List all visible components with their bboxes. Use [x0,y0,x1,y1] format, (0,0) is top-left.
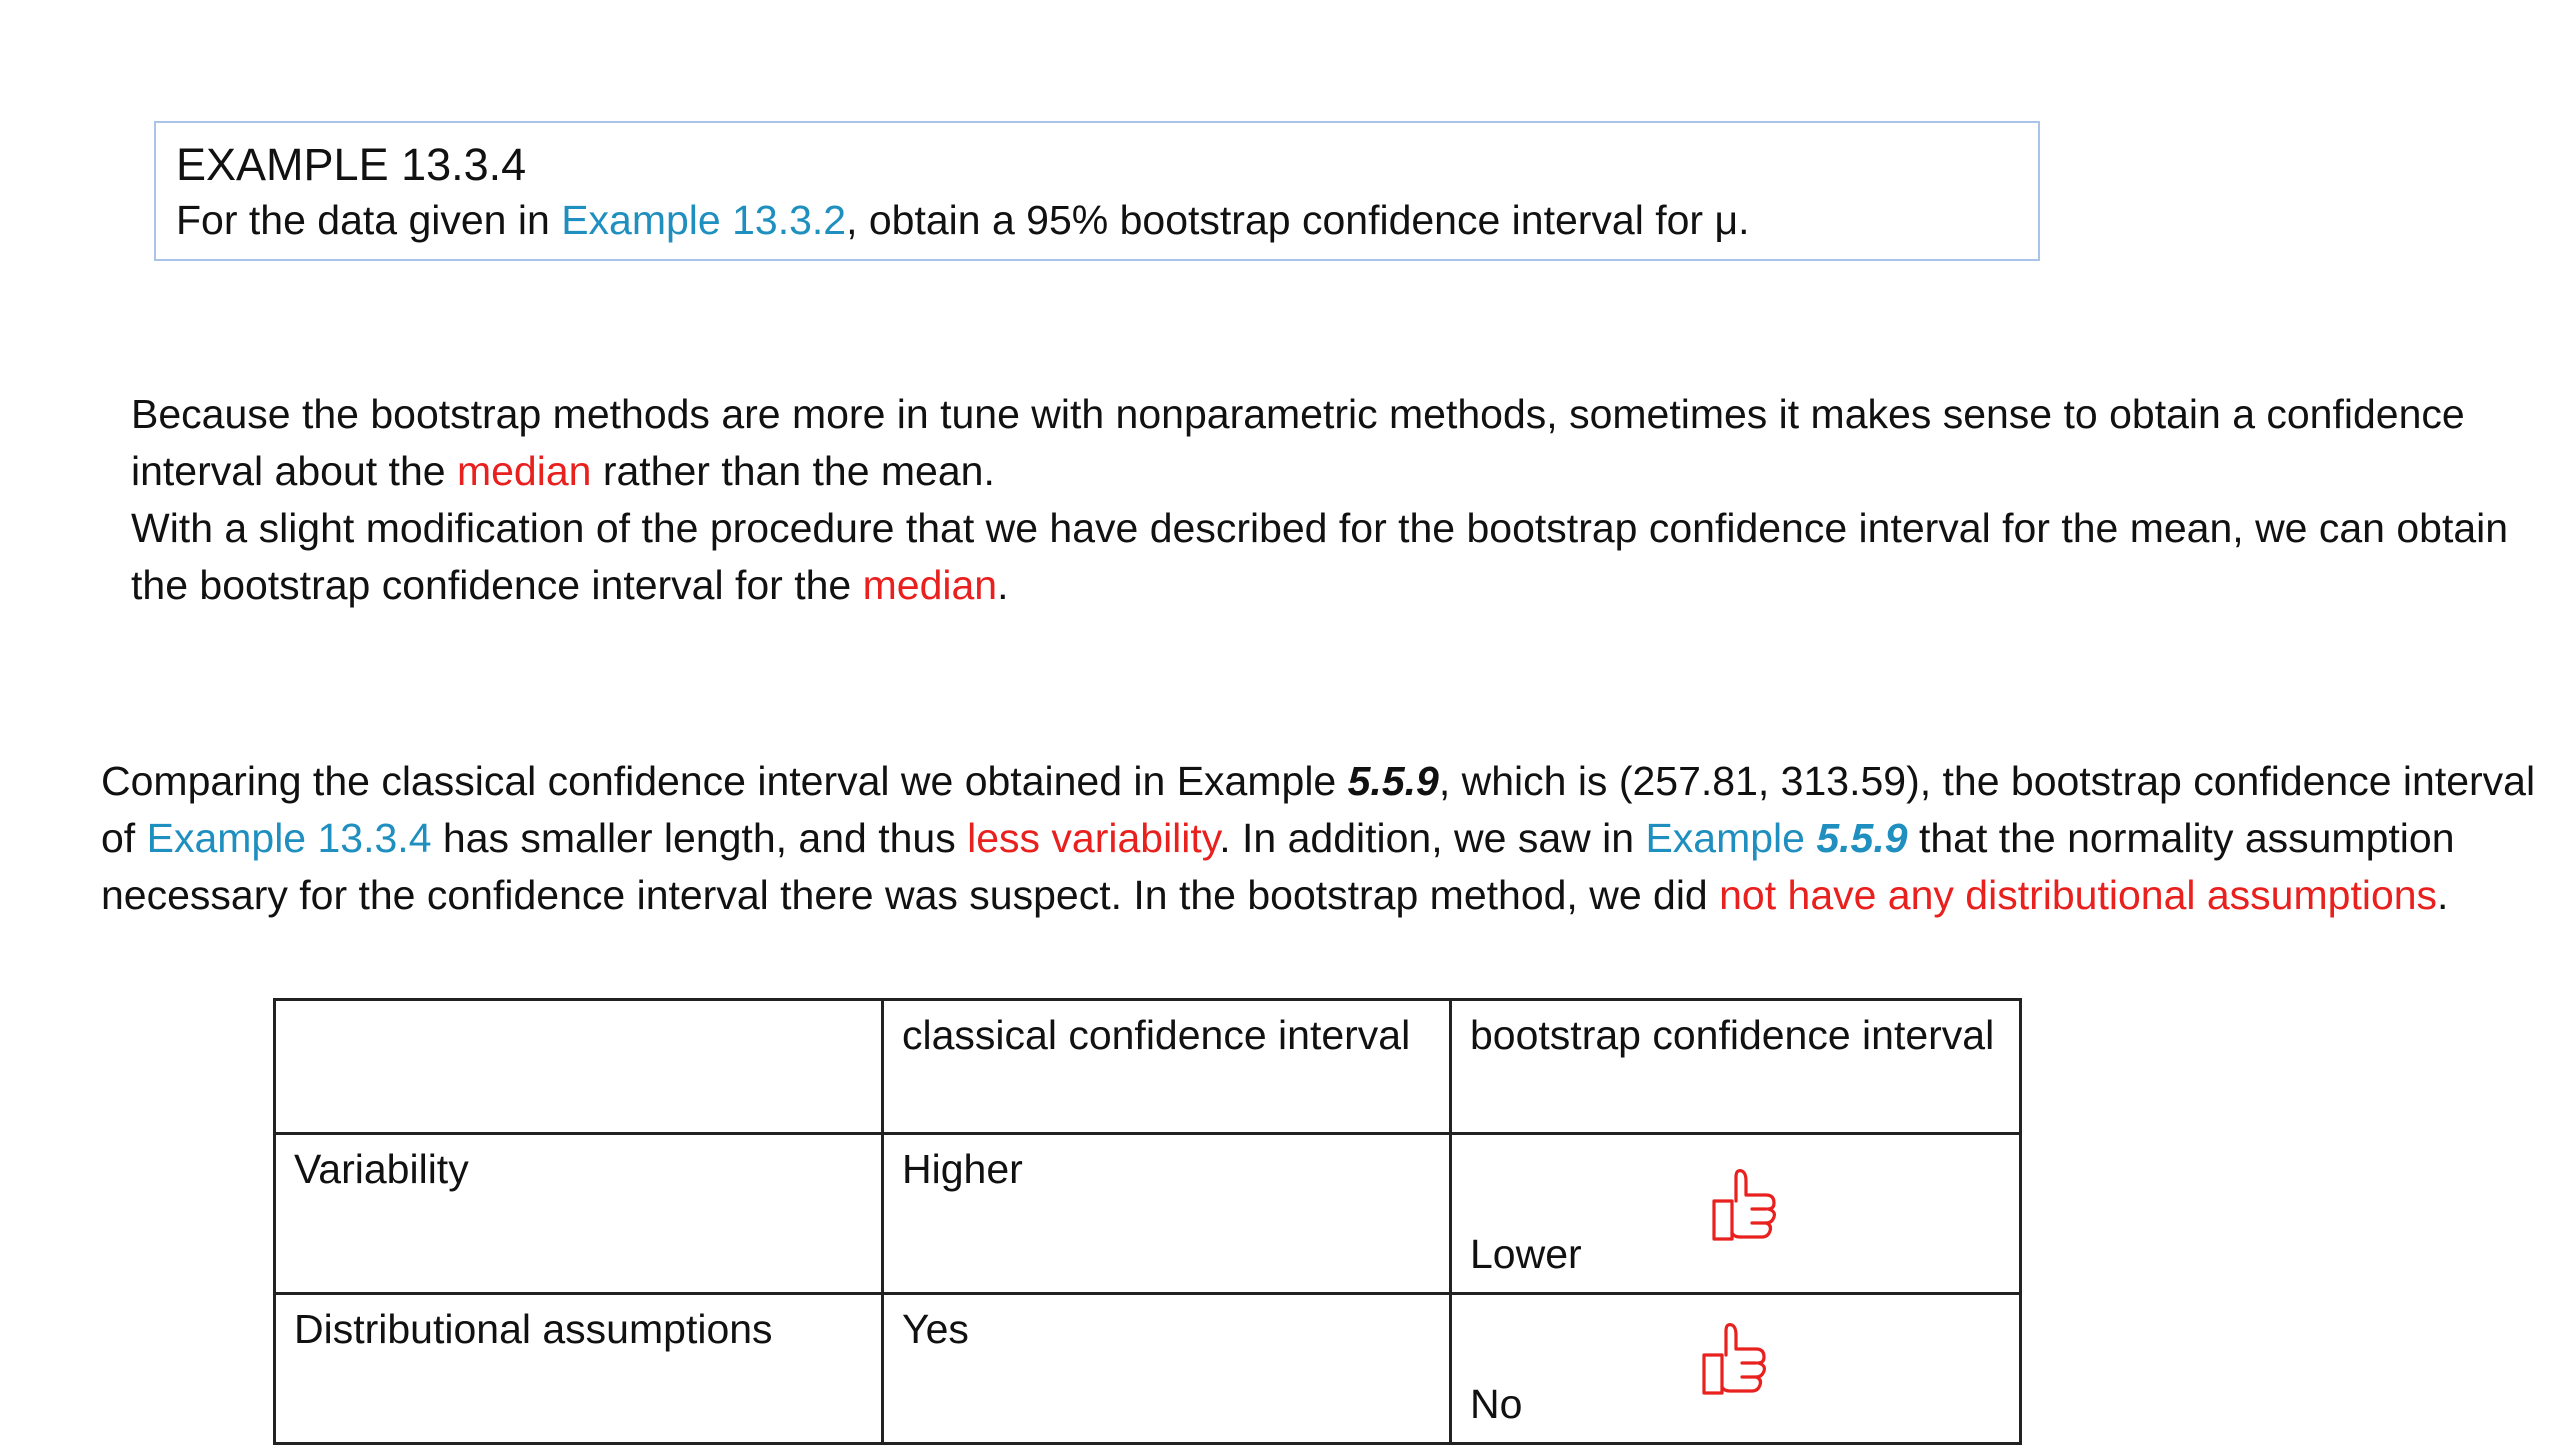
table-header-cell [275,1000,883,1134]
para2-text-4: . In addition, we saw in [1219,815,1646,861]
thumbs-up-icon [1708,1165,1780,1245]
table-row [275,1294,2021,1444]
para1-text-1: Because the bootstrap methods are more in tune with nonparametric methods, sometimes it makes sense to obtain a confidence interval about the [131,391,2465,494]
para2-example-number: 5.5.9 [1347,758,1439,804]
para2-highlight-no-assumptions: not have any distributional assumptions [1719,872,2438,918]
para1-text-4: . [997,562,1009,608]
classical-value: Higher [883,1134,1451,1294]
para2-text-5: that the normality assumption necessary for the confidence interval there was suspect. In the bootstrap method, we did [101,815,2455,918]
para1-highlight-median: median [456,448,592,494]
bootstrap-cell [1451,1294,2021,1444]
example-text-after: , obtain a 95% bootstrap confidence interval for μ. [846,197,1750,244]
para2-link-number: 5.5.9 [1816,815,1908,861]
example-title: EXAMPLE 13.3.4 [176,139,527,190]
paragraph-median [131,386,2511,614]
example-link[interactable]: Example 13.3.2 [561,197,847,244]
example-box [154,121,2040,261]
table-header-cell: classical confidence interval [883,1000,1451,1134]
table-header-cell: bootstrap confidence interval [1451,1000,2021,1134]
table-header-row [275,1000,2021,1134]
para2-text-1: Comparing the classical confidence interval we obtained in Example [101,758,1348,804]
row-label: Distributional assumptions [275,1294,883,1444]
para2-link-example-13-3-4[interactable]: Example 13.3.4 [146,815,432,861]
para2-link-text: Example [1645,815,1817,861]
para2-text-6: . [2437,872,2449,918]
paragraph-comparison [101,753,2551,924]
classical-value: Yes [883,1294,1451,1444]
bootstrap-value: No [1470,1381,1523,1427]
bootstrap-value: Lower [1470,1231,1582,1277]
example-statement [176,193,2018,248]
bootstrap-cell [1451,1134,2021,1294]
para2-highlight-less-variability: less variability [967,815,1220,861]
table-row [275,1134,2021,1294]
para1-text-3: With a slight modification of the procedure that we have described for the bootstrap confidence interval for the mean, we can obtain the bootstrap confidence interval for the [131,505,2509,608]
para2-text-3: has smaller length, and thus [431,815,968,861]
para1-highlight-median-2: median [862,562,998,608]
example-text-before: For the data given in [176,197,562,244]
thumbs-up-icon [1698,1319,1770,1399]
row-label: Variability [275,1134,883,1294]
para1-text-2: rather than the mean. [591,448,995,494]
comparison-table [273,998,2022,1445]
para2-link-example-5-5-9[interactable] [1645,815,1907,861]
para2-text-2: , which is (257.81, 313.59), the bootstrap confidence interval of [101,758,2536,861]
